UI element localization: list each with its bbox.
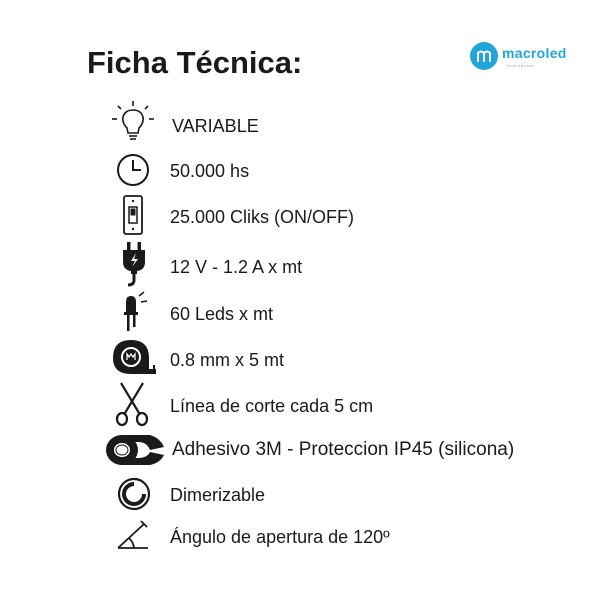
led-icon [114, 290, 150, 334]
spec-label: 0.8 mm x 5 mt [170, 350, 285, 370]
scissors-icon [114, 380, 150, 428]
clock-icon [115, 152, 151, 188]
spec-label: Ángulo de apertura de 120º [170, 527, 390, 547]
lightbulb-icon [110, 100, 156, 146]
logo-name: macroled [502, 45, 567, 61]
spec-label: VARIABLE [172, 116, 259, 136]
spec-label: 50.000 hs [170, 161, 250, 181]
spec-label: 60 Leds x mt [170, 304, 274, 324]
dimmer-icon [116, 476, 152, 512]
spec-label: Adhesivo 3M - Proteccion IP45 (silicona) [172, 439, 515, 460]
spec-label: Línea de corte cada 5 cm [170, 396, 374, 416]
tape-measure-icon [110, 336, 158, 380]
logo-subtitle: iluminacion [506, 64, 535, 68]
spec-label: 12 V - 1.2 A x mt [170, 257, 303, 277]
spec-label: 25.000 Cliks (ON/OFF) [170, 207, 355, 227]
switch-icon [118, 194, 148, 236]
angle-icon [114, 518, 154, 554]
tape-roll-icon [102, 430, 166, 470]
power-plug-icon [118, 240, 150, 288]
page-title: Ficha Técnica: [87, 45, 303, 80]
spec-label: Dimerizable [170, 485, 266, 505]
logo-badge [470, 42, 498, 70]
